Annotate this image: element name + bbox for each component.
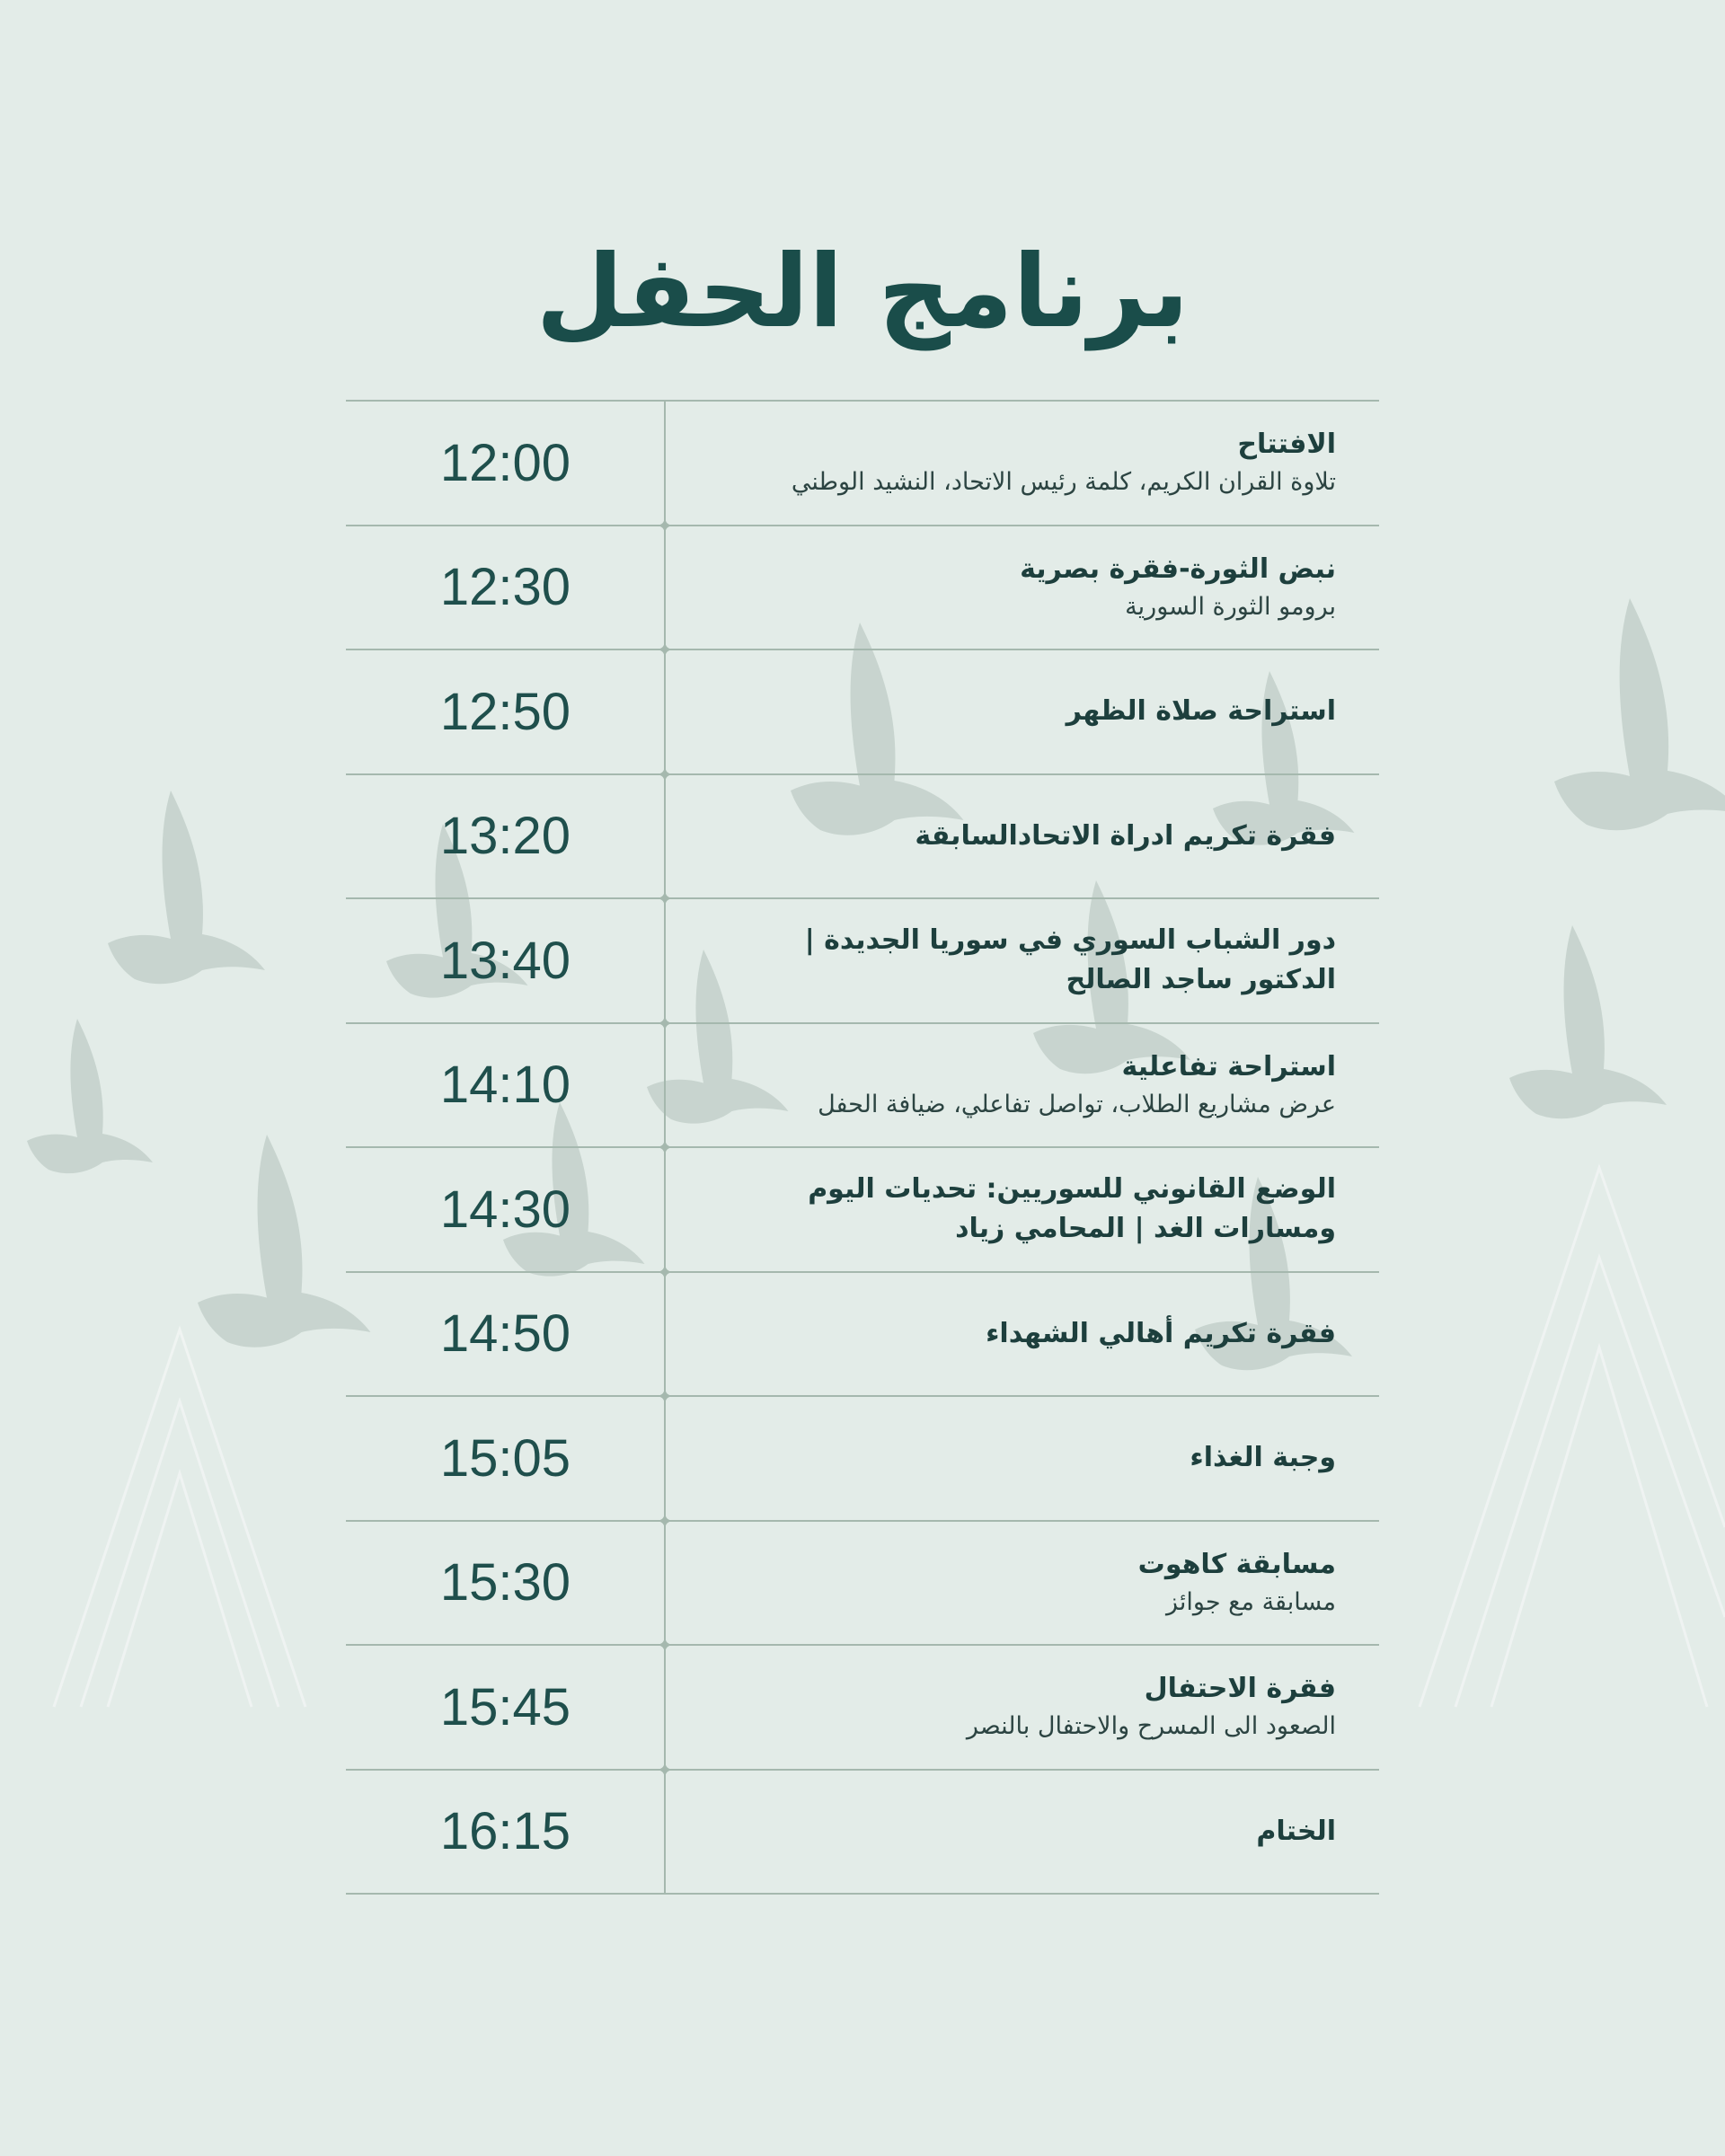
- schedule-time: 14:30: [439, 1180, 571, 1239]
- schedule-table: [346, 400, 1379, 1895]
- schedule-time: 12:30: [439, 558, 571, 617]
- schedule-item-title: دور الشباب السوري في سوريا الجديدة | الدكتور ساجد الصالح: [804, 924, 1336, 996]
- schedule-item-title: استراحة تفاعلية: [1121, 1050, 1336, 1082]
- separator-diamond-icon: [657, 890, 673, 906]
- schedule-content: [707, 775, 1336, 898]
- schedule-row: [346, 1273, 1379, 1398]
- schedule-item-title: مسابقة كاهوت: [1137, 1548, 1336, 1580]
- schedule-item-description: تلاوة القران الكريم، كلمة رئيس الاتحاد، النشيد الوطني: [791, 468, 1336, 497]
- page-title: برنامج الحفل: [535, 234, 1190, 350]
- schedule-content: [707, 1397, 1336, 1520]
- schedule-item-title: فقرة تكريم ادراة الاتحادالسابقة: [915, 819, 1336, 852]
- column-separator: [664, 650, 666, 773]
- schedule-row: [346, 526, 1379, 651]
- schedule-content: [707, 1771, 1336, 1894]
- column-separator: [664, 1273, 666, 1396]
- schedule-time: 14:50: [439, 1304, 571, 1364]
- schedule-time: 15:30: [439, 1553, 571, 1613]
- schedule-row: [346, 1148, 1379, 1273]
- schedule-content: [707, 650, 1336, 773]
- separator-diamond-icon: [657, 1139, 673, 1155]
- separator-diamond-icon: [657, 1513, 673, 1529]
- column-separator: [664, 1646, 666, 1769]
- schedule-row: [346, 775, 1379, 900]
- schedule-item-description: الصعود الى المسرح والاحتفال بالنصر: [966, 1712, 1336, 1741]
- separator-diamond-icon: [657, 641, 673, 658]
- column-separator: [664, 402, 666, 525]
- separator-diamond-icon: [657, 1762, 673, 1778]
- column-separator: [664, 526, 666, 649]
- column-separator: [664, 1397, 666, 1520]
- schedule-time: 15:45: [439, 1677, 571, 1736]
- schedule-item-title: الافتتاح: [1237, 429, 1336, 461]
- schedule-content: [707, 1024, 1336, 1147]
- schedule-row: [346, 1397, 1379, 1522]
- schedule-item-title: وجبة الغذاء: [1190, 1442, 1336, 1474]
- column-separator: [664, 1771, 666, 1894]
- column-separator: [664, 1522, 666, 1645]
- schedule-item-title: الختام: [1256, 1815, 1336, 1847]
- schedule-time: 13:40: [439, 931, 571, 990]
- schedule-item-description: مسابقة مع جوائز: [1166, 1587, 1336, 1616]
- column-separator: [664, 899, 666, 1022]
- schedule-content: [707, 1522, 1336, 1645]
- schedule-time: 13:20: [439, 807, 571, 866]
- separator-diamond-icon: [657, 766, 673, 782]
- schedule-content: [707, 1273, 1336, 1396]
- schedule-row: [346, 402, 1379, 526]
- schedule-item-description: عرض مشاريع الطلاب، تواصل تفاعلي، ضيافة الحفل: [818, 1090, 1336, 1118]
- schedule-item-description: برومو الثورة السورية: [1125, 592, 1336, 621]
- schedule-time: 12:00: [439, 433, 571, 492]
- separator-diamond-icon: [657, 1015, 673, 1031]
- separator-diamond-icon: [657, 517, 673, 534]
- column-separator: [664, 775, 666, 898]
- schedule-item-title: نبض الثورة-فقرة بصرية: [1020, 552, 1336, 585]
- separator-diamond-icon: [657, 1637, 673, 1653]
- schedule-content: [707, 402, 1336, 525]
- schedule-time: 12:50: [439, 682, 571, 741]
- schedule-row: [346, 1522, 1379, 1647]
- separator-diamond-icon: [657, 1388, 673, 1404]
- schedule-content: [707, 1646, 1336, 1769]
- schedule-row: [346, 899, 1379, 1024]
- schedule-time: 14:10: [439, 1056, 571, 1115]
- schedule-time: 15:05: [439, 1428, 571, 1488]
- schedule-row: [346, 1646, 1379, 1771]
- schedule-item-title: استراحة صلاة الظهر: [1066, 695, 1336, 728]
- schedule-content: [707, 1148, 1336, 1271]
- schedule-item-title: الوضع القانوني للسوريين: تحديات اليوم ومسارات الغد | المحامي زياد: [808, 1173, 1336, 1245]
- schedule-content: [707, 526, 1336, 649]
- separator-diamond-icon: [657, 1264, 673, 1280]
- column-separator: [664, 1148, 666, 1271]
- column-separator: [664, 1024, 666, 1147]
- schedule-row: [346, 650, 1379, 775]
- schedule-time: 16:15: [439, 1802, 571, 1861]
- schedule-item-title: فقرة تكريم أهالي الشهداء: [986, 1317, 1336, 1349]
- schedule-item-title: فقرة الاحتفال: [1144, 1673, 1336, 1705]
- schedule-row: [346, 1024, 1379, 1149]
- schedule-row: [346, 1771, 1379, 1895]
- schedule-content: [707, 899, 1336, 1022]
